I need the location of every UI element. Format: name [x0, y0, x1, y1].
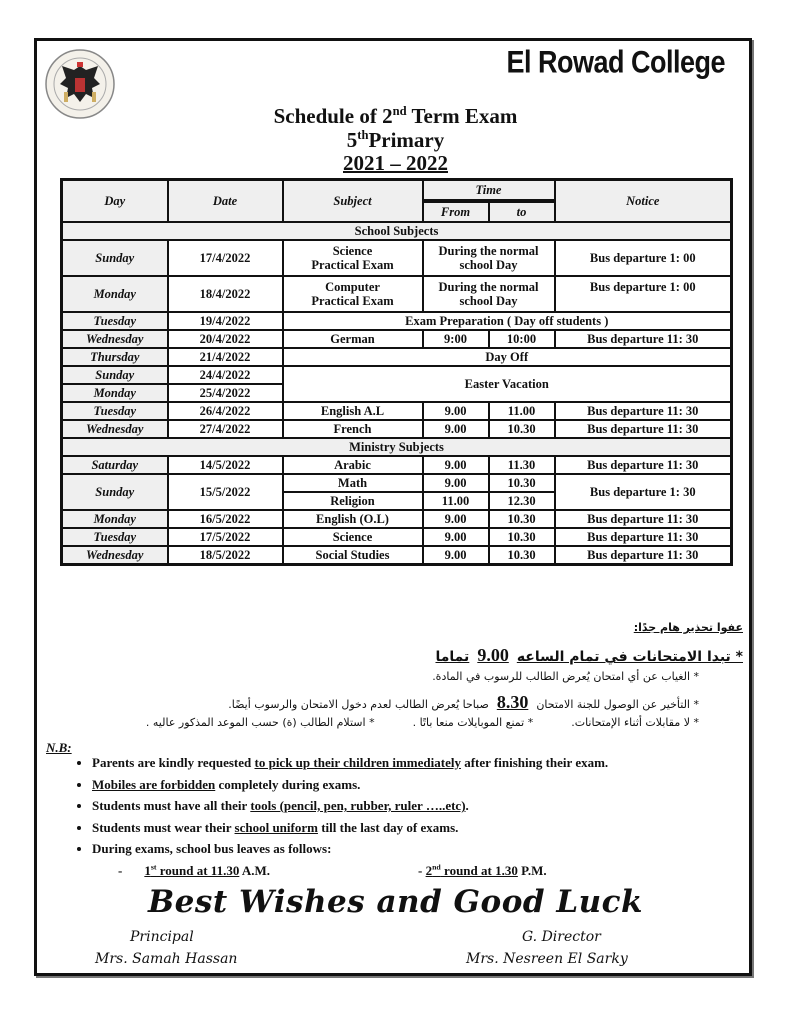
cell-date: 17/5/2022	[168, 528, 283, 546]
cell-from: 9:00	[423, 330, 489, 348]
col-header-date: Date	[168, 180, 283, 223]
note-item: • Students must wear their school uniform till the last day of exams.	[92, 817, 732, 839]
cell-day: Wednesday	[62, 546, 168, 565]
table-row	[62, 312, 732, 330]
cell-day: Monday	[62, 276, 168, 312]
section-row-school	[62, 222, 732, 240]
cell-to: 12.30	[489, 492, 555, 510]
cell-notice: Bus departure 11: 30	[555, 546, 732, 565]
cell-notice: Bus departure 11: 30	[555, 330, 732, 348]
cell-span-note: Day Off	[283, 348, 732, 366]
nb-label: N.B:	[46, 740, 72, 755]
cell-from: 9.00	[423, 528, 489, 546]
cell-day: Sunday	[62, 366, 168, 384]
cell-from: 9.00	[423, 546, 489, 565]
college-name: El Rowad College	[506, 44, 725, 80]
cell-to: 10.30	[489, 546, 555, 565]
arabic-rules-note: * لا مقابلات أثناء الإمتحانات.* تمنع الموبايلات منعا باتًا .* استلام الطالب (ة) حسب الموعد المذكور عاليه .	[145, 716, 699, 729]
table-row	[62, 456, 732, 474]
cell-day: Wednesday	[62, 420, 168, 438]
notes-list	[74, 752, 732, 860]
section-school-subjects: School Subjects	[62, 222, 732, 240]
cell-day: Tuesday	[62, 402, 168, 420]
table-row	[62, 240, 732, 276]
cell-time: During the normal school Day	[423, 240, 555, 276]
bus-round-2: - 2nd round at 1.30 P.M.	[418, 862, 547, 878]
arabic-lateness-note: * التأخير عن الوصول للجنة الامتحان8.30صباحا يُعرض الطالب لعدم دخول الامتحان والرسوب أيضًا.	[228, 692, 699, 712]
table-row	[62, 420, 732, 438]
cell-subject: German	[283, 330, 423, 348]
cell-date: 17/4/2022	[168, 240, 283, 276]
cell-day: Sunday	[62, 474, 168, 510]
section-row-ministry	[62, 438, 732, 456]
cell-date: 16/5/2022	[168, 510, 283, 528]
col-header-from: From	[423, 201, 489, 222]
cell-span-note: Exam Preparation ( Day off students )	[283, 312, 732, 330]
bus-round-1: - 1st round at 11.30 A.M.	[118, 862, 271, 878]
cell-date: 26/4/2022	[168, 402, 283, 420]
note-item: • Students must have all their tools (pencil, pen, rubber, ruler …..etc).	[92, 795, 732, 817]
cell-subject: English A.L	[283, 402, 423, 420]
principal-title: Principal	[130, 929, 194, 945]
cell-easter-vacation: Easter Vacation	[283, 366, 732, 402]
cell-day: Tuesday	[62, 528, 168, 546]
cell-date: 15/5/2022	[168, 474, 283, 510]
cell-subject: French	[283, 420, 423, 438]
table-row	[62, 348, 732, 366]
cell-subject: Religion	[283, 492, 423, 510]
col-header-time: Time	[423, 180, 555, 202]
cell-day: Wednesday	[62, 330, 168, 348]
cell-to: 10.30	[489, 510, 555, 528]
arabic-warning-heading: عفوا تحذير هام جدًا:	[633, 621, 743, 634]
academic-year: 2021 – 2022	[343, 151, 448, 175]
grade-title: 5thPrimary	[346, 128, 445, 152]
cell-day: Monday	[62, 510, 168, 528]
cell-date: 18/4/2022	[168, 276, 283, 312]
cell-notice: Bus departure 11: 30	[555, 510, 732, 528]
table-row	[62, 276, 732, 312]
cell-to: 11.30	[489, 456, 555, 474]
cell-day: Thursday	[62, 348, 168, 366]
cell-day: Tuesday	[62, 312, 168, 330]
table-row	[62, 366, 732, 384]
cell-notice: Bus departure 11: 30	[555, 456, 732, 474]
table-row	[62, 510, 732, 528]
director-title: G. Director	[522, 929, 601, 945]
note-item: • Parents are kindly requested to pick up their children immediately after finishing their exam.	[92, 752, 732, 774]
col-header-day: Day	[62, 180, 168, 223]
exam-schedule-table	[60, 178, 733, 566]
best-wishes-banner: Best Wishes and Good Luck	[147, 884, 644, 920]
cell-time: During the normal school Day	[423, 276, 555, 312]
note-item: • During exams, school bus leaves as follows:	[92, 838, 732, 860]
note-item: • Mobiles are forbidden completely during exams.	[92, 774, 732, 796]
table-row	[62, 402, 732, 420]
table-row	[62, 474, 732, 492]
cell-subject: Computer Practical Exam	[283, 276, 423, 312]
col-header-subject: Subject	[283, 180, 423, 223]
cell-from: 9.00	[423, 456, 489, 474]
cell-to: 10.30	[489, 528, 555, 546]
principal-name: Mrs. Samah Hassan	[95, 951, 238, 967]
col-header-to: to	[489, 201, 555, 222]
arabic-start-time-note: * تبدا الامتحانات في تمام الساعه9.00تماما	[435, 645, 743, 665]
cell-from: 9.00	[423, 510, 489, 528]
col-header-notice: Notice	[555, 180, 732, 223]
cell-date: 27/4/2022	[168, 420, 283, 438]
cell-notice: Bus departure 1: 30	[555, 474, 732, 510]
cell-subject: Social Studies	[283, 546, 423, 565]
cell-from: 9.00	[423, 402, 489, 420]
cell-subject: Arabic	[283, 456, 423, 474]
cell-to: 10:00	[489, 330, 555, 348]
cell-date: 25/4/2022	[168, 384, 283, 402]
cell-date: 19/4/2022	[168, 312, 283, 330]
table-row	[62, 546, 732, 565]
cell-notice: Bus departure 1: 00	[555, 240, 732, 276]
cell-date: 21/4/2022	[168, 348, 283, 366]
cell-subject: Math	[283, 474, 423, 492]
cell-subject: English (O.L)	[283, 510, 423, 528]
cell-from: 11.00	[423, 492, 489, 510]
cell-to: 10.30	[489, 420, 555, 438]
cell-notice: Bus departure 11: 30	[555, 402, 732, 420]
cell-from: 9.00	[423, 474, 489, 492]
cell-to: 10.30	[489, 474, 555, 492]
cell-date: 24/4/2022	[168, 366, 283, 384]
header-row	[62, 180, 732, 202]
cell-date: 18/5/2022	[168, 546, 283, 565]
cell-date: 14/5/2022	[168, 456, 283, 474]
cell-day: Monday	[62, 384, 168, 402]
cell-date: 20/4/2022	[168, 330, 283, 348]
cell-from: 9.00	[423, 420, 489, 438]
cell-day: Saturday	[62, 456, 168, 474]
section-ministry-subjects: Ministry Subjects	[62, 438, 732, 456]
cell-notice: Bus departure 1: 00	[555, 276, 732, 312]
table-row	[62, 330, 732, 348]
cell-to: 11.00	[489, 402, 555, 420]
cell-notice: Bus departure 11: 30	[555, 420, 732, 438]
cell-notice: Bus departure 11: 30	[555, 528, 732, 546]
cell-day: Sunday	[62, 240, 168, 276]
arabic-absence-note: * الغياب عن أي امتحان يُعرض الطالب للرسوب في المادة.	[432, 670, 699, 683]
cell-subject: Science	[283, 528, 423, 546]
schedule-title: Schedule of 2nd Term Exam	[273, 104, 518, 128]
director-name: Mrs. Nesreen El Sarky	[466, 951, 628, 967]
table-row	[62, 528, 732, 546]
cell-subject: Science Practical Exam	[283, 240, 423, 276]
